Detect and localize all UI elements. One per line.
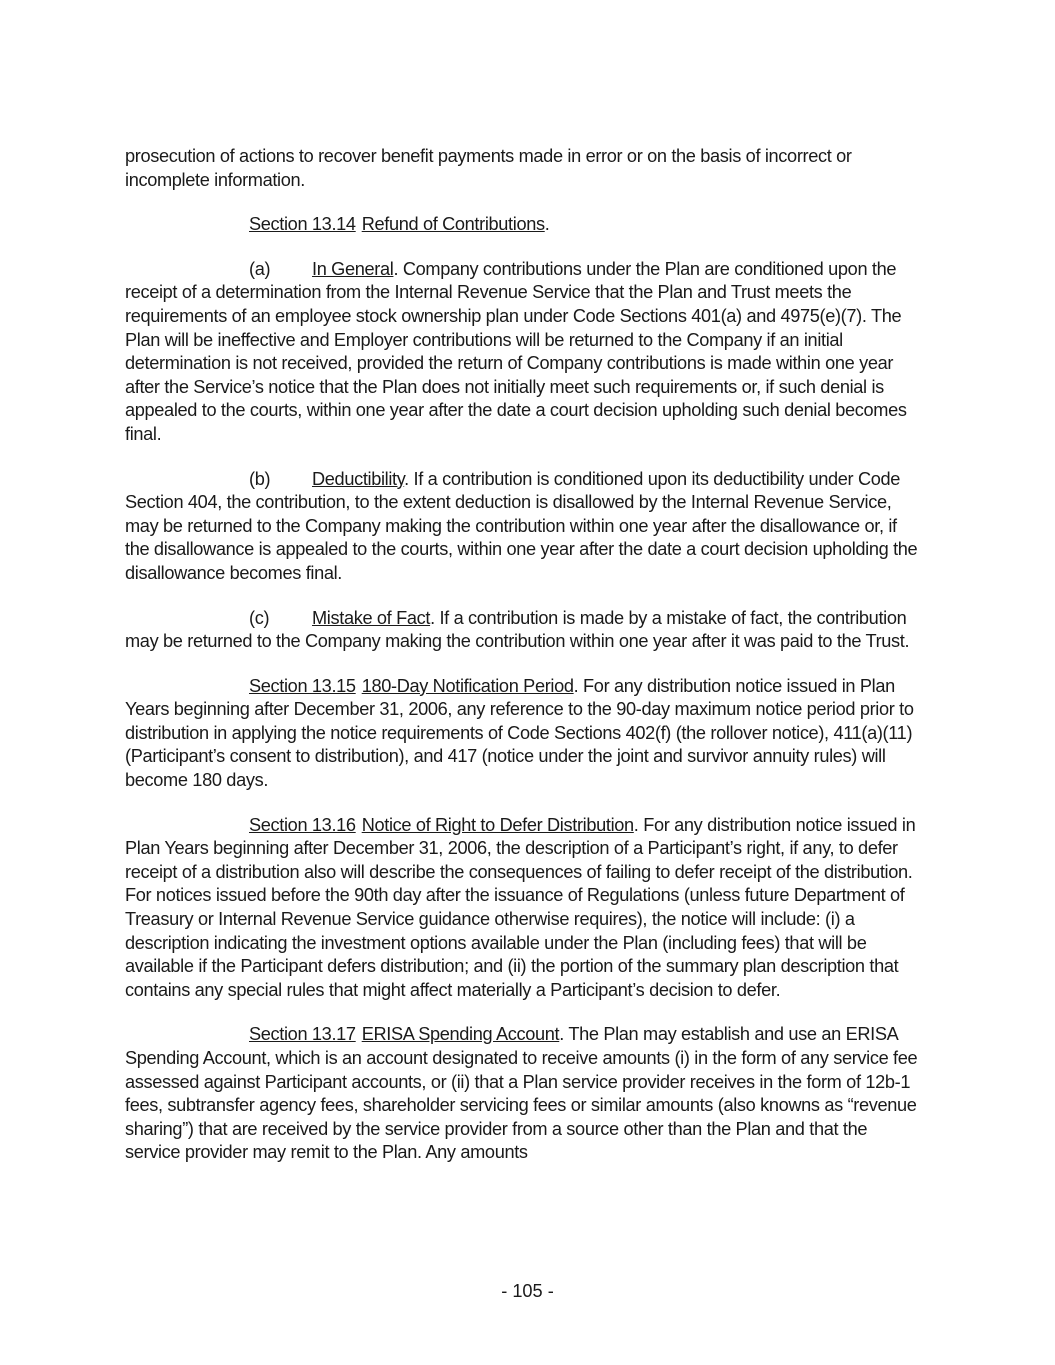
section-title: 180-Day Notification Period: [361, 675, 574, 696]
subsection-b: [125, 468, 925, 586]
section-text: . For any distribution notice issued in Plan Years beginning after December 31, 2006, the description of a Participant’s right, if any, to defer receipt of a distribution also will describe the consequences of failing to defer receipt of the distribution. For notices issued before the 90th day after the issuance of Regulations (unless future Department of Treasury or Internal Revenue Service guidance otherwise requires), the notice will include: (i) a description indicating the investment options available under the Plan (including fees) that will be available if the Participant defers distribution; and (ii) the portion of the summary plan description that contains any special rules that might affect materially a Participant’s decision to defer.: [125, 814, 916, 1000]
title-period: .: [544, 214, 550, 235]
section-number: Section 13.14: [249, 214, 356, 235]
subsection-text: . If a contribution is made by a mistake of fact, the contribution may be returned to the Company making the contribution within one year after it was paid to the Trust.: [125, 607, 910, 652]
section-13-17: [125, 1023, 925, 1165]
section-title: Refund of Contributions: [361, 214, 545, 235]
section-13-16: [125, 814, 925, 1003]
subsection-a: [125, 258, 925, 447]
intro-paragraph: prosecution of actions to recover benefit payments made in error or on the basis of incorrect or incomplete information.: [125, 146, 852, 190]
section-13-15: [125, 675, 925, 793]
document-body: [125, 145, 925, 1186]
section-text: . For any distribution notice issued in Plan Years beginning after December 31, 2006, any reference to the 90-day maximum notice period prior to distribution in applying the notice requirements of Code Sections 402(f) (the rollover notice), 411(a)(11) (Participant’s consent to distribution), and 417 (notice under the joint and survivor annuity rules) will become 180 days.: [125, 675, 914, 791]
section-title: ERISA Spending Account: [361, 1024, 560, 1045]
subsection-c: [125, 607, 925, 654]
subsection-title: Deductibility: [312, 468, 405, 489]
section-number: Section 13.16: [249, 814, 356, 835]
subsection-title: In General: [312, 258, 394, 279]
subsection-title: Mistake of Fact: [312, 607, 431, 628]
subsection-label: (a): [249, 258, 271, 279]
section-title: Notice of Right to Defer Distribution: [361, 814, 634, 835]
subsection-label: (c): [249, 607, 270, 628]
subsection-text: . If a contribution is conditioned upon its deductibility under Code Section 404, the contribution, to the extent deduction is disallowed by the Internal Revenue Service, may be returned to the Company making the contribution within one year after the disallowance or, if the disallowance is appealed to the courts, within one year after the date a court decision upholding the disallowance becomes final.: [125, 468, 918, 583]
section-13-14-heading: [249, 213, 925, 237]
subsection-label: (b): [249, 468, 271, 489]
section-text: . The Plan may establish and use an ERISA Spending Account, which is an account designated to receive amounts (i) in the form of any service fee assessed against Participant accounts, or (ii) that a Plan service provider receives in the form of 12b-1 fees, subtransfer agency fees, shareholder servicing fees or similar amounts (also knowns as “revenue sharing”) that are received by the service provider from a source other than the Plan and that the service provider may remit to the Plan. Any amounts: [125, 1024, 918, 1163]
subsection-text: . Company contributions under the Plan are conditioned upon the receipt of a determination from the Internal Revenue Service that the Plan and Trust meets the requirements of an employee stock ownership plan under Code Sections 401(a) and 4975(e)(7). The Plan will be ineffective and Employer contributions will be returned to the Company if an initial determination is not received, provided the return of Company contributions is made within one year after the Service’s notice that the Plan does not initially meet such requirements or, if such denial is appealed to the courts, within one year after the date a court decision upholding such denial becomes final.: [125, 258, 907, 444]
section-number: Section 13.17: [249, 1024, 356, 1045]
section-number: Section 13.15: [249, 675, 356, 696]
page-number: - 105 -: [501, 1281, 554, 1301]
